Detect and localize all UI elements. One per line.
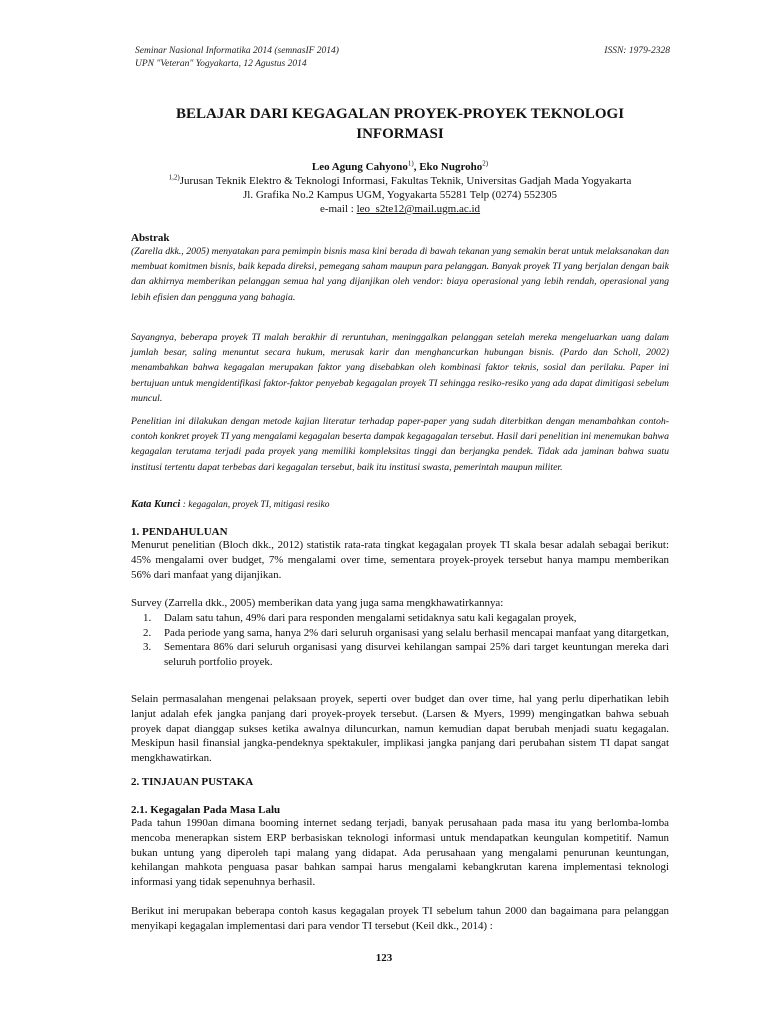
affiliation xyxy=(110,174,690,188)
section-1-heading: 1. PENDAHULUAN xyxy=(131,526,228,538)
author-2-sup: 2) xyxy=(482,159,489,168)
author-1: Leo Agung Cahyono xyxy=(311,161,408,173)
section-1-paragraph-1: Menurut penelitian (Bloch dkk., 2012) statistik rata-rata tingkat kegagalan proyek TI skala besar adalah sebagai berikut: 45% mengalami over budget, 7% mengalami over time, sementara proyek-proyek tersebut hanya mampu memberikan 56% dari manfaat yang dijanjikan. xyxy=(131,539,669,581)
list-item xyxy=(131,640,669,670)
abstract-heading: Abstrak xyxy=(131,232,170,244)
survey-list xyxy=(131,611,669,670)
section-2-paragraph-1: Pada tahun 1990an dimana booming internet sedang terjadi, banyak perusahaan pada masa itu yang berlomba-lomba mencoba menerapkan sistem ERP berbasiskan teknologi informasi untuk mendapatkan keungulan kompetitif. Namun bukan untung yang diperoleh tapi malang yang didapat. Ada perusahaan yang mengalami penurunan keuntungan, kehilangan mahkota penguasa pasar bahkan sampai harus mengalami kebangkrutan karena implementasi teknologi informasi yang tidak sepenuhnya berhasil. xyxy=(131,817,669,889)
subsection-2-1 xyxy=(131,804,669,890)
list-item xyxy=(131,611,669,626)
subsection-2-1-heading: 2.1. Kegagalan Pada Masa Lalu xyxy=(131,804,281,816)
conference-venue: UPN "Veteran" Yogyakarta, 12 Agustus 2014 xyxy=(135,59,307,69)
author-2: Eko Nugroho xyxy=(419,161,483,173)
abstract-paragraph-3: Penelitian ini dilakukan dengan metode kajian literatur terhadap paper-paper yang sudah diterbitkan dengan menambahkan contoh-contoh konkret proyek TI yang mengalami kegagalan beserta dampak kegagagalan tersebut. Hasil dari penelitian ini menemukan bahwa kegagalan terutama terjadi pada proyek yang memiliki kompleksitas tinggi dan berjangka pendek. Tidak ada jaminan bahwa suatu institusi tertentu dapat terbebas dari kegagalan tersebut, baik itu institusi swasta, pemerintah maupun militer. xyxy=(131,416,669,473)
abstract-section xyxy=(131,232,669,305)
list-item-number: 2. xyxy=(143,626,152,639)
abstract-paragraph-2: Sayangnya, beberapa proyek TI malah berakhir di reruntuhan, meninggalkan pelanggan setelah mereka mengeluarkan uang dalam jumlah besar, saling menuntut secara hukum, merusak karir dan menghancurkan hubungan bisnis. (Pardo dan Scholl, 2002) menambahkan bahwa kegagalan merupakan faktor yang disebabkan oleh kombinasi faktor teknis, sosial dan perilaku. Paper ini bertujuan untuk mengidentifikasi faktor-faktor penyebab kegagalan proyek TI sehingga resiko-resiko yang ada dapat dimitigasi sebelum muncul. xyxy=(131,332,669,404)
list-item xyxy=(131,626,669,641)
author-separator: , xyxy=(413,161,420,173)
abstract-paragraph-1: (Zarella dkk., 2005) menyatakan para pemimpin bisnis masa kini berada di bawah tekanan yang semakin berat untuk melaksanakan dan membuat komitmen bisnis, baik kepada direksi, pemegang saham maupun para pelanggan. Banyak proyek TI yang berjalan dengan baik dan akhirnya memberikan pelanggan semua hal yang dijanjikan oleh vendor: biaya operasional yang lebih rendah, operasional yang lebih efisien dan pengguna yang bahagia. xyxy=(131,246,669,303)
section-1-paragraph-3-block xyxy=(131,692,669,766)
email-link[interactable]: leo_s2te12@mail.ugm.ac.id xyxy=(356,203,481,215)
issn-label: ISSN: 1979-2328 xyxy=(604,46,670,56)
survey-block xyxy=(131,596,669,670)
section-2-paragraph-2-block xyxy=(131,904,669,934)
section-tinjauan-pustaka xyxy=(131,776,669,788)
section-1-paragraph-3: Selain permasalahan mengenai pelaksaan proyek, seperti over budget dan over time, hal yang perlu diperhatikan lebih lanjut adalah efek jangka panjang dari proyek-proyek tersebut. (Larsen & Myers, 1999) mengingatkan bahwa sebuah proyek dapat dianggap sukses ketika awalnya diluncurkan, namun kemudian dapat berubah menjadi suatu kegagalan. Meskipun hasil finansial jangka-pendeknya spektakuler, implikasi jangka panjang dari perubahan sistem TI dapat sangat mengkhawatirkan. xyxy=(131,693,669,765)
section-2-heading: 2. TINJAUAN PUSTAKA xyxy=(131,776,254,788)
running-header-left xyxy=(135,45,339,71)
email-label: e-mail : xyxy=(319,203,357,215)
list-item-text: Dalam satu tahun, 49% dari para responden mengalami setidaknya satu kali kegagalan proyek, xyxy=(164,611,577,624)
section-1-paragraph-2: Survey (Zarrella dkk., 2005) memberikan data yang juga sama mengkhawatirkannya: xyxy=(131,597,504,609)
list-item-text: Sementara 86% dari seluruh organisasi yang disurvei kehilangan sampai 25% dari target keuntungan mereka dari seluruh portfolio proyek. xyxy=(164,641,669,669)
keywords-label: Kata Kunci xyxy=(131,499,181,510)
affiliation-text: Jurusan Teknik Elektro & Teknologi Informasi, Fakultas Teknik, Universitas Gadjah Mada Yogyakarta xyxy=(179,175,632,187)
email-line xyxy=(110,202,690,216)
page-number: 123 xyxy=(375,952,393,964)
list-item-number: 1. xyxy=(143,611,152,624)
list-item-number: 3. xyxy=(143,641,152,654)
paper-title xyxy=(110,104,690,144)
conference-name: Seminar Nasional Informatika 2014 (semnasIF 2014) xyxy=(135,46,339,56)
section-pendahuluan xyxy=(131,526,669,582)
affiliation-sup: 1,2) xyxy=(168,173,180,182)
keywords xyxy=(131,499,669,510)
abstract-paragraph-2-block xyxy=(131,330,669,406)
author-block xyxy=(110,160,690,216)
author-1-sup: 1) xyxy=(407,159,414,168)
section-2-paragraph-2: Berikut ini merupakan beberapa contoh kasus kegagalan proyek TI sebelum tahun 2000 dan bagaimana para pelanggan menyikapi kegagalan implementasi dari para vendor TI tersebut (Keil dkk., 2014) : xyxy=(131,905,669,932)
title-line-1: BELAJAR DARI KEGAGALAN PROYEK-PROYEK TEKNOLOGI xyxy=(175,106,625,122)
title-line-2: INFORMASI xyxy=(356,126,444,142)
abstract-paragraph-3-block xyxy=(131,414,669,475)
list-item-text: Pada periode yang sama, hanya 2% dari seluruh organisasi yang selalu berhasil mencapai manfaat yang ditargetkan, xyxy=(164,626,669,639)
keywords-value: : kegagalan, proyek TI, mitigasi resiko xyxy=(180,500,330,510)
address: Jl. Grafika No.2 Kampus UGM, Yogyakarta 55281 Telp (0274) 552305 xyxy=(242,189,558,201)
author-names xyxy=(110,160,690,174)
